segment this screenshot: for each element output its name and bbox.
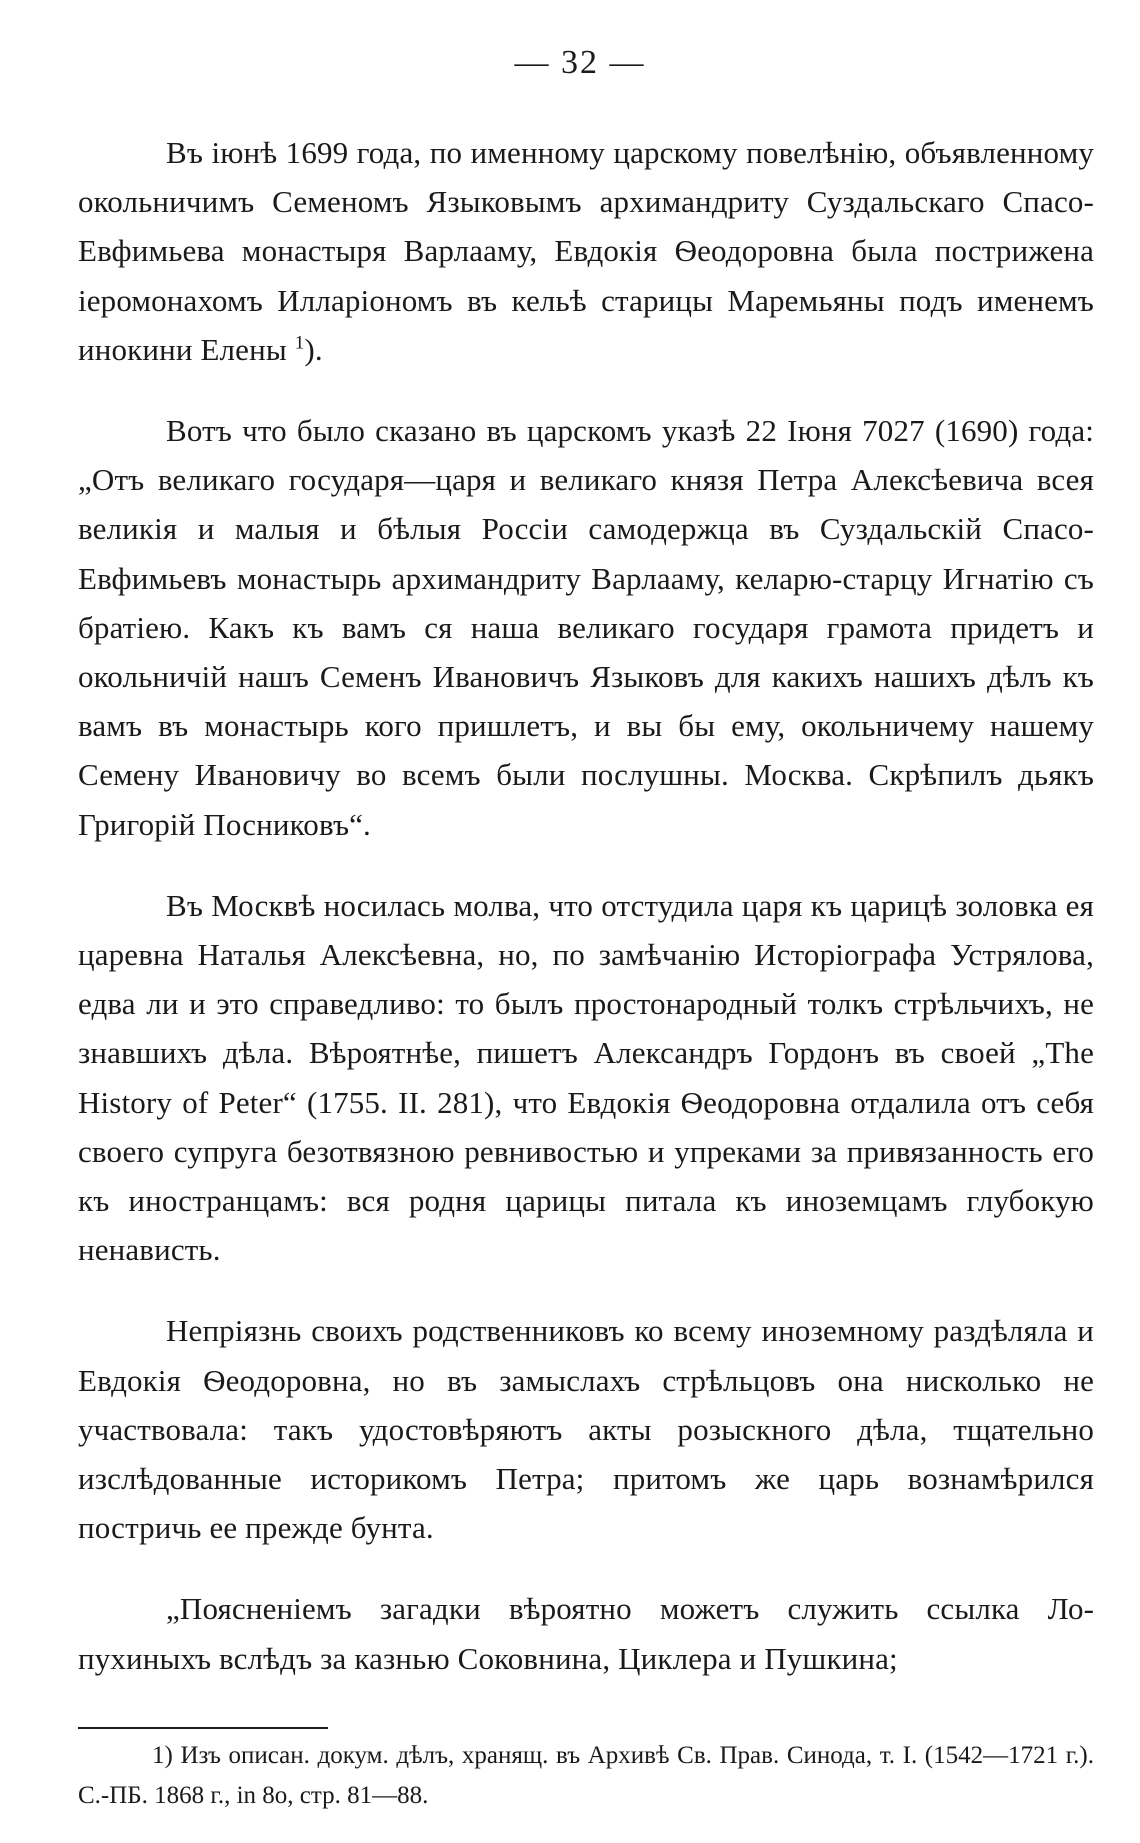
paragraph-1 — [78, 128, 1094, 374]
footnote-reference[interactable]: 1 — [294, 332, 305, 354]
page-number: — 32 — — [514, 44, 646, 81]
paragraph-1-end: ). — [304, 331, 323, 367]
footnote-marker: 1) — [152, 1742, 173, 1769]
footnote-divider — [78, 1727, 328, 1729]
footnote-1 — [78, 1736, 1094, 1816]
paragraph-5: „Поясненіемъ загадки вѣроятно можетъ служить ссылка Лопухиныхъ вслѣдъ за казнью Соковнина, Циклера и Пушкина; — [78, 1591, 1094, 1676]
paragraph-3: Въ Москвѣ носилась молва, что отстудила царя къ царицѣ золовка ея царевна Наталья Алексѣевна, но, по замѣчанію Исторіографа Устрялова, едва ли и это справедливо: то былъ простонародный толкъ стрѣльчихъ, не знавшихъ дѣла. Вѣроятнѣе, пишетъ Александръ Гордонъ въ своей „The History of Peter“ (1755. II. 281), что Евдокія Ѳеодоровна отдалила отъ себя своего супруга безотвязною ревнивостью и упреками за привязанность его къ иностранцамъ: вся родня царицы питала къ иноземцамъ глубокую ненависть. — [78, 887, 1094, 1268]
footnote-text: Изъ описан. докум. дѣлъ, хранящ. въ Архивѣ Св. Прав. Синода, т. I. (1542—1721 г.). С.-ПБ. 1868 г., in 8o, стр. 81—88. — [78, 1742, 1095, 1809]
paragraph-4: Непріязнь своихъ родственниковъ ко всему иноземному раздѣляла и Евдокія Ѳеодоровна, но въ замыслахъ стрѣльцовъ она нисколько не участвовала: такъ удостовѣряютъ акты розыскного дѣла, тщательно изслѣдованные историкомъ Петра; притомъ же царь вознамѣрился постричь ее прежде бунта. — [78, 1313, 1094, 1546]
paragraph-2: Вотъ что было сказано въ царскомъ указѣ 22 Іюня 7027 (1690) года: „Отъ великаго государя—царя и великаго князя Петра Алексѣевича всея великія и малыя и бѣлыя Россіи самодержца въ Суздальскій Спасо-Евфимьевъ монастырь архимандриту Варлааму, келарю-старцу Игнатію съ братіею. Какъ къ вамъ ся наша великаго государя грамота придетъ и окольничій нашъ Семенъ Ивановичъ Языковъ для какихъ нашихъ дѣлъ къ вамъ въ монастырь кого пришлетъ, и вы бы ему, окольничему нашему Семену Ивановичу во всемъ были послушны. Москва. Скрѣпилъ дьякъ Григорій Посниковъ“. — [78, 413, 1094, 842]
paragraph-1-text: Въ іюнѣ 1699 года, по именному царскому повелѣнію, объявленному окольничимъ Семеномъ Языковымъ архимандриту Суздальскаго Спасо-Евфимьева монастыря Варлааму, Евдокія Ѳеодоровна была пострижена іеромонахомъ Илларіономъ въ кельѣ старицы Маремьяны подъ именемъ инокини Елены — [78, 135, 1094, 367]
footnotes — [78, 1736, 1094, 1816]
body-text — [78, 128, 1094, 1715]
